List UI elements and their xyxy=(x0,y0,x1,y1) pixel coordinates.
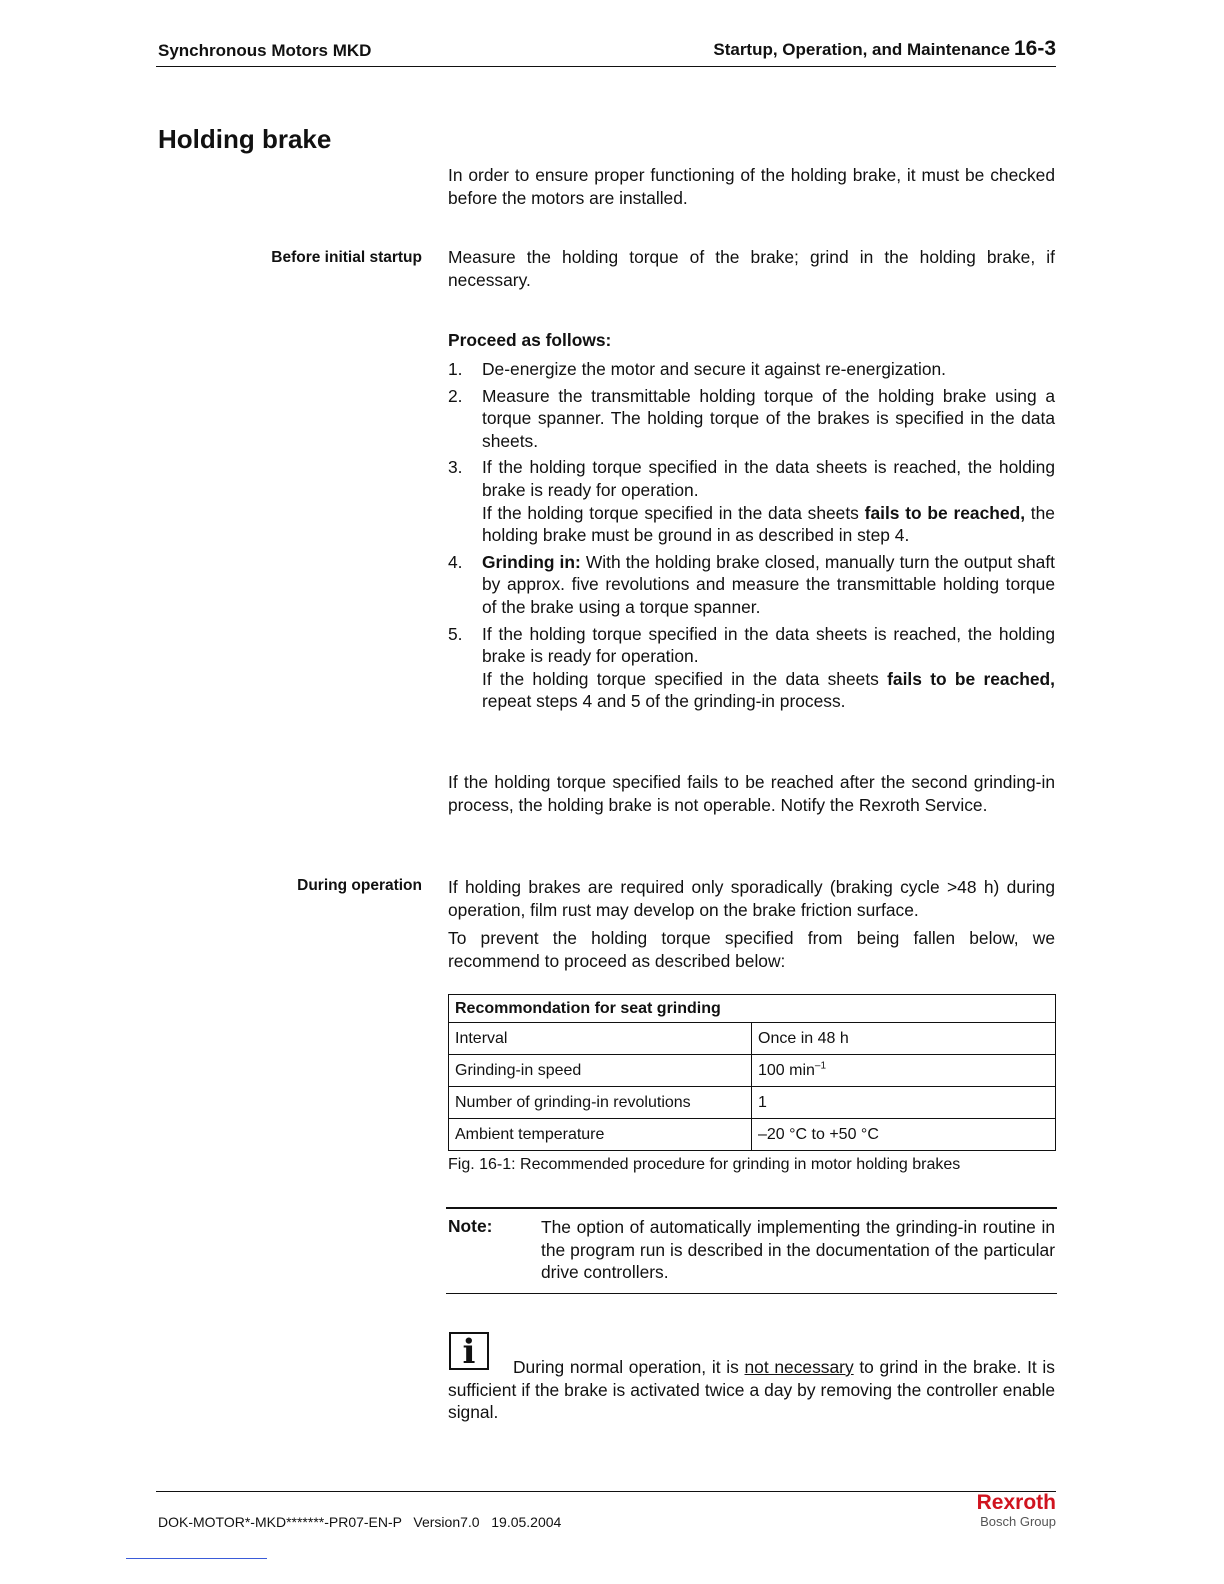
logo-brand: Rexroth xyxy=(976,1491,1056,1514)
table-cell-label: Ambient temperature xyxy=(449,1119,752,1151)
footer-divider xyxy=(156,1491,1056,1492)
step-number: 1. xyxy=(448,359,463,379)
table-header-row xyxy=(449,995,1056,1023)
step-number: 4. xyxy=(448,551,463,572)
table-cell-label: Interval xyxy=(449,1023,752,1055)
step-text xyxy=(482,456,1055,546)
table-cell-value: 1 xyxy=(752,1087,1056,1119)
before-startup-paragraph: Measure the holding torque of the brake; grind in the holding brake, if necessary. xyxy=(448,247,1055,290)
info-text: During normal operation, it is not necessary to grind in the brake. It is sufficient if the brake is activated twice a day by removing the controller enable signal. xyxy=(448,1357,1055,1423)
procedure-steps xyxy=(448,358,1055,717)
step-3 xyxy=(448,456,1055,546)
figure-caption: Fig. 16-1: Recommended procedure for grinding in motor holding brakes xyxy=(448,1156,961,1173)
underlined-emphasis: not necessary xyxy=(744,1357,854,1377)
step-5-not-reached: If the holding torque specified in the data sheets fails to be reached, repeat steps 4 and 5 of the grinding-in process. xyxy=(482,668,1055,712)
table-cell-label: Number of grinding-in revolutions xyxy=(449,1087,752,1119)
table-cell-value: 100 $\min^{-1}$ xyxy=(752,1055,1056,1087)
table-row xyxy=(449,1055,1056,1087)
during-operation-paragraph-2: To prevent the holding torque specified from being fallen below, we recommend to proceed as described below: xyxy=(448,928,1055,971)
table-title: Recommondation for seat grinding xyxy=(449,995,1056,1023)
step-number: 5. xyxy=(448,623,463,644)
section-title: Holding brake xyxy=(158,124,332,154)
document-id: DOK-MOTOR*-MKD*******-PR07-EN-P Version7.0 19.05.2004 xyxy=(158,1514,562,1530)
chapter-title: Startup, Operation, and Maintenance xyxy=(713,40,1010,59)
logo-subtitle: Bosch Group xyxy=(980,1514,1056,1529)
table-cell-value: Once in 48 h xyxy=(752,1023,1056,1055)
note-bottom-rule xyxy=(446,1293,1057,1294)
step-5 xyxy=(448,623,1055,713)
note-label: Note: xyxy=(448,1216,493,1236)
step-2 xyxy=(448,385,1055,453)
during-operation-paragraph-1: If holding brakes are required only sporadically (braking cycle >48 h) during operation, film rust may develop on the brake friction surface. xyxy=(448,877,1055,920)
table-cell-value: –20 °C to +50 °C xyxy=(752,1119,1056,1151)
table-row xyxy=(449,1119,1056,1151)
info-icon: i xyxy=(449,1332,489,1370)
step-3-not-reached: If the holding torque specified in the data sheets fails to be reached, the holding brake must be ground in as described in step 4. xyxy=(482,502,1055,546)
seat-grinding-table xyxy=(448,994,1056,1151)
step-text: De-energize the motor and secure it against re-energization. xyxy=(482,359,947,379)
running-header-right xyxy=(713,37,1056,61)
step-1 xyxy=(448,358,1055,381)
note-text: The option of automatically implementing the grinding-in routine in the program run is described in the documentation of the particular drive controllers. xyxy=(541,1217,1055,1283)
not-operable-paragraph: If the holding torque specified fails to be reached after the second grinding-in process, the holding brake is not operable. Notify the Rexroth Service. xyxy=(448,772,1055,815)
side-label-during-operation: During operation xyxy=(297,877,422,894)
step-4 xyxy=(448,551,1055,619)
header-divider xyxy=(156,66,1056,67)
link-underline xyxy=(126,1558,267,1559)
running-header-left: Synchronous Motors MKD xyxy=(158,41,372,60)
page-number: 16-3 xyxy=(1013,37,1056,60)
table-row xyxy=(449,1023,1056,1055)
step-number: 2. xyxy=(448,385,463,406)
step-number: 3. xyxy=(448,457,463,478)
table-cell-label: Grinding-in speed xyxy=(449,1055,752,1087)
intro-paragraph: In order to ensure proper functioning of the holding brake, it must be checked before the motors are installed. xyxy=(448,165,1055,208)
step-text: Grinding in: With the holding brake closed, manually turn the output shaft by approx. five revolutions and measure the transmittable holding torque of the brake using a torque spanner. xyxy=(482,551,1055,617)
table-row xyxy=(449,1087,1056,1119)
step-5-reached: If the holding torque specified in the data sheets is reached, the holding brake is ready for operation. xyxy=(482,623,1055,667)
note-top-rule xyxy=(446,1207,1057,1209)
step-text: Measure the transmittable holding torque of the holding brake using a torque spanner. The holding torque of the brakes is specified in the data sheets. xyxy=(482,385,1055,451)
rexroth-logo xyxy=(977,1491,1056,1529)
step-3-reached: If the holding torque specified in the data sheets is reached, the holding brake is ready for operation. xyxy=(482,457,1055,500)
step-text xyxy=(482,623,1055,713)
side-label-before-startup: Before initial startup xyxy=(271,249,422,266)
proceed-heading: Proceed as follows: xyxy=(448,330,612,350)
